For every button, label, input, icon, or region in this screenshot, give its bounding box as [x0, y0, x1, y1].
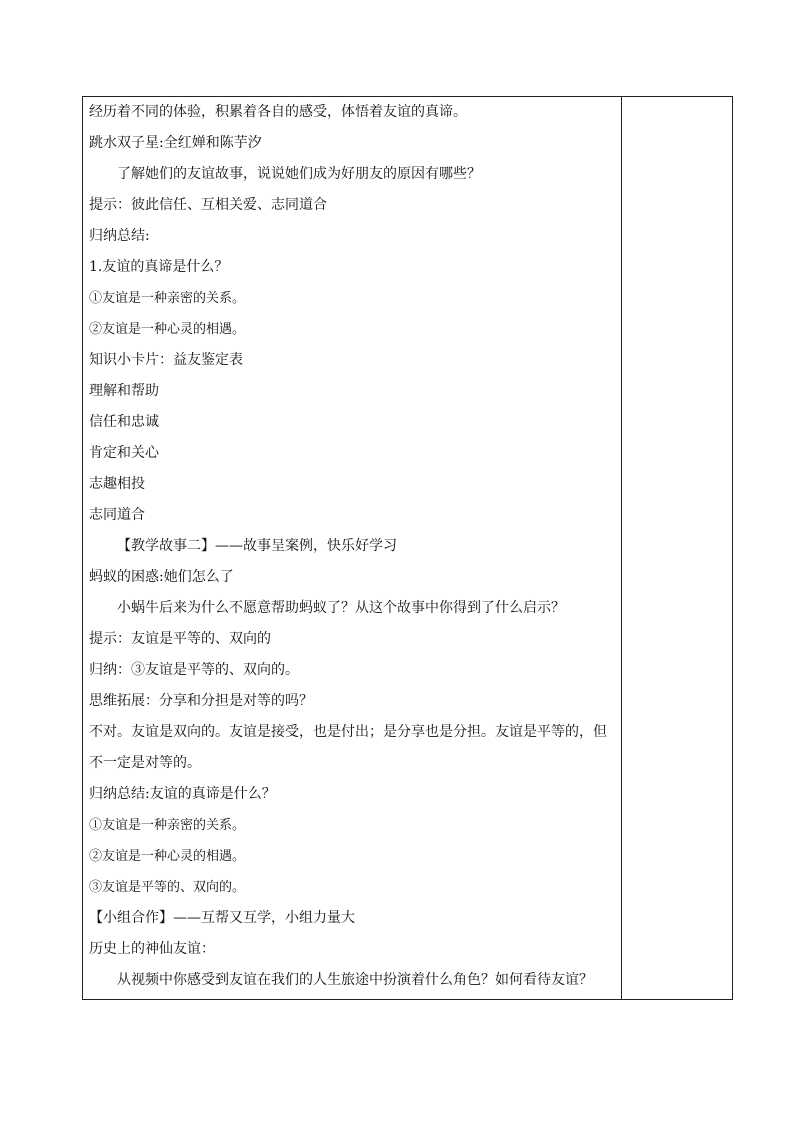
question-line: 1.友谊的真谛是什么？ — [89, 259, 229, 275]
notes-cell — [622, 97, 732, 999]
list-item: 志趣相投 — [89, 476, 145, 492]
section-heading: 【小组合作】——互帮又互学，小组力量大 — [89, 910, 355, 926]
list-item: ②友谊是一种心灵的相遇。 — [89, 322, 246, 337]
hint-line: 提示：友谊是平等的、双向的 — [89, 631, 271, 647]
list-item: ③友谊是平等的、双向的。 — [89, 880, 246, 895]
card-heading: 知识小卡片：益友鉴定表 — [89, 352, 243, 368]
list-item: ①友谊是一种亲密的关系。 — [89, 818, 246, 833]
question-line: 了解她们的友谊故事，说说她们成为好朋友的原因有哪些？ — [117, 166, 481, 182]
list-item: 理解和帮助 — [89, 383, 159, 399]
lesson-table — [82, 96, 733, 1000]
text-line: 不一定是对等的。 — [89, 755, 201, 771]
hint-line: 提示：彼此信任、互相关爱、志同道合 — [89, 197, 327, 213]
question-line: 从视频中你感受到友谊在我们的人生旅途中扮演着什么角色？如何看待友谊？ — [117, 972, 593, 988]
list-item: ②友谊是一种心灵的相遇。 — [89, 849, 246, 864]
summary-line: 归纳：③友谊是平等的、双向的。 — [89, 662, 299, 678]
list-item: 信任和忠诚 — [89, 414, 159, 430]
text-line: 不对。友谊是双向的。友谊是接受，也是付出；是分享也是分担。友谊是平等的，但 — [89, 724, 607, 740]
text-line: 蚂蚁的困惑:她们怎么了 — [89, 569, 234, 585]
summary-heading: 归纳总结: — [89, 228, 150, 244]
list-item: 肯定和关心 — [89, 445, 159, 461]
summary-heading: 归纳总结:友谊的真谛是什么？ — [89, 786, 276, 802]
list-item: ①友谊是一种亲密的关系。 — [89, 291, 246, 306]
text-line: 跳水双子星:全红婵和陈芋汐 — [89, 135, 262, 151]
text-line: 经历着不同的体验，积累着各自的感受，体悟着友谊的真谛。 — [89, 104, 467, 120]
question-line: 小蜗牛后来为什么不愿意帮助蚂蚁了？从这个故事中你得到了什么启示？ — [117, 600, 565, 616]
extension-line: 思维拓展：分享和分担是对等的吗？ — [89, 693, 313, 709]
section-heading: 【教学故事二】——故事呈案例，快乐好学习 — [117, 538, 397, 554]
lesson-content-cell — [89, 97, 617, 996]
list-item: 志同道合 — [89, 507, 145, 523]
text-line: 历史上的神仙友谊： — [89, 941, 215, 957]
